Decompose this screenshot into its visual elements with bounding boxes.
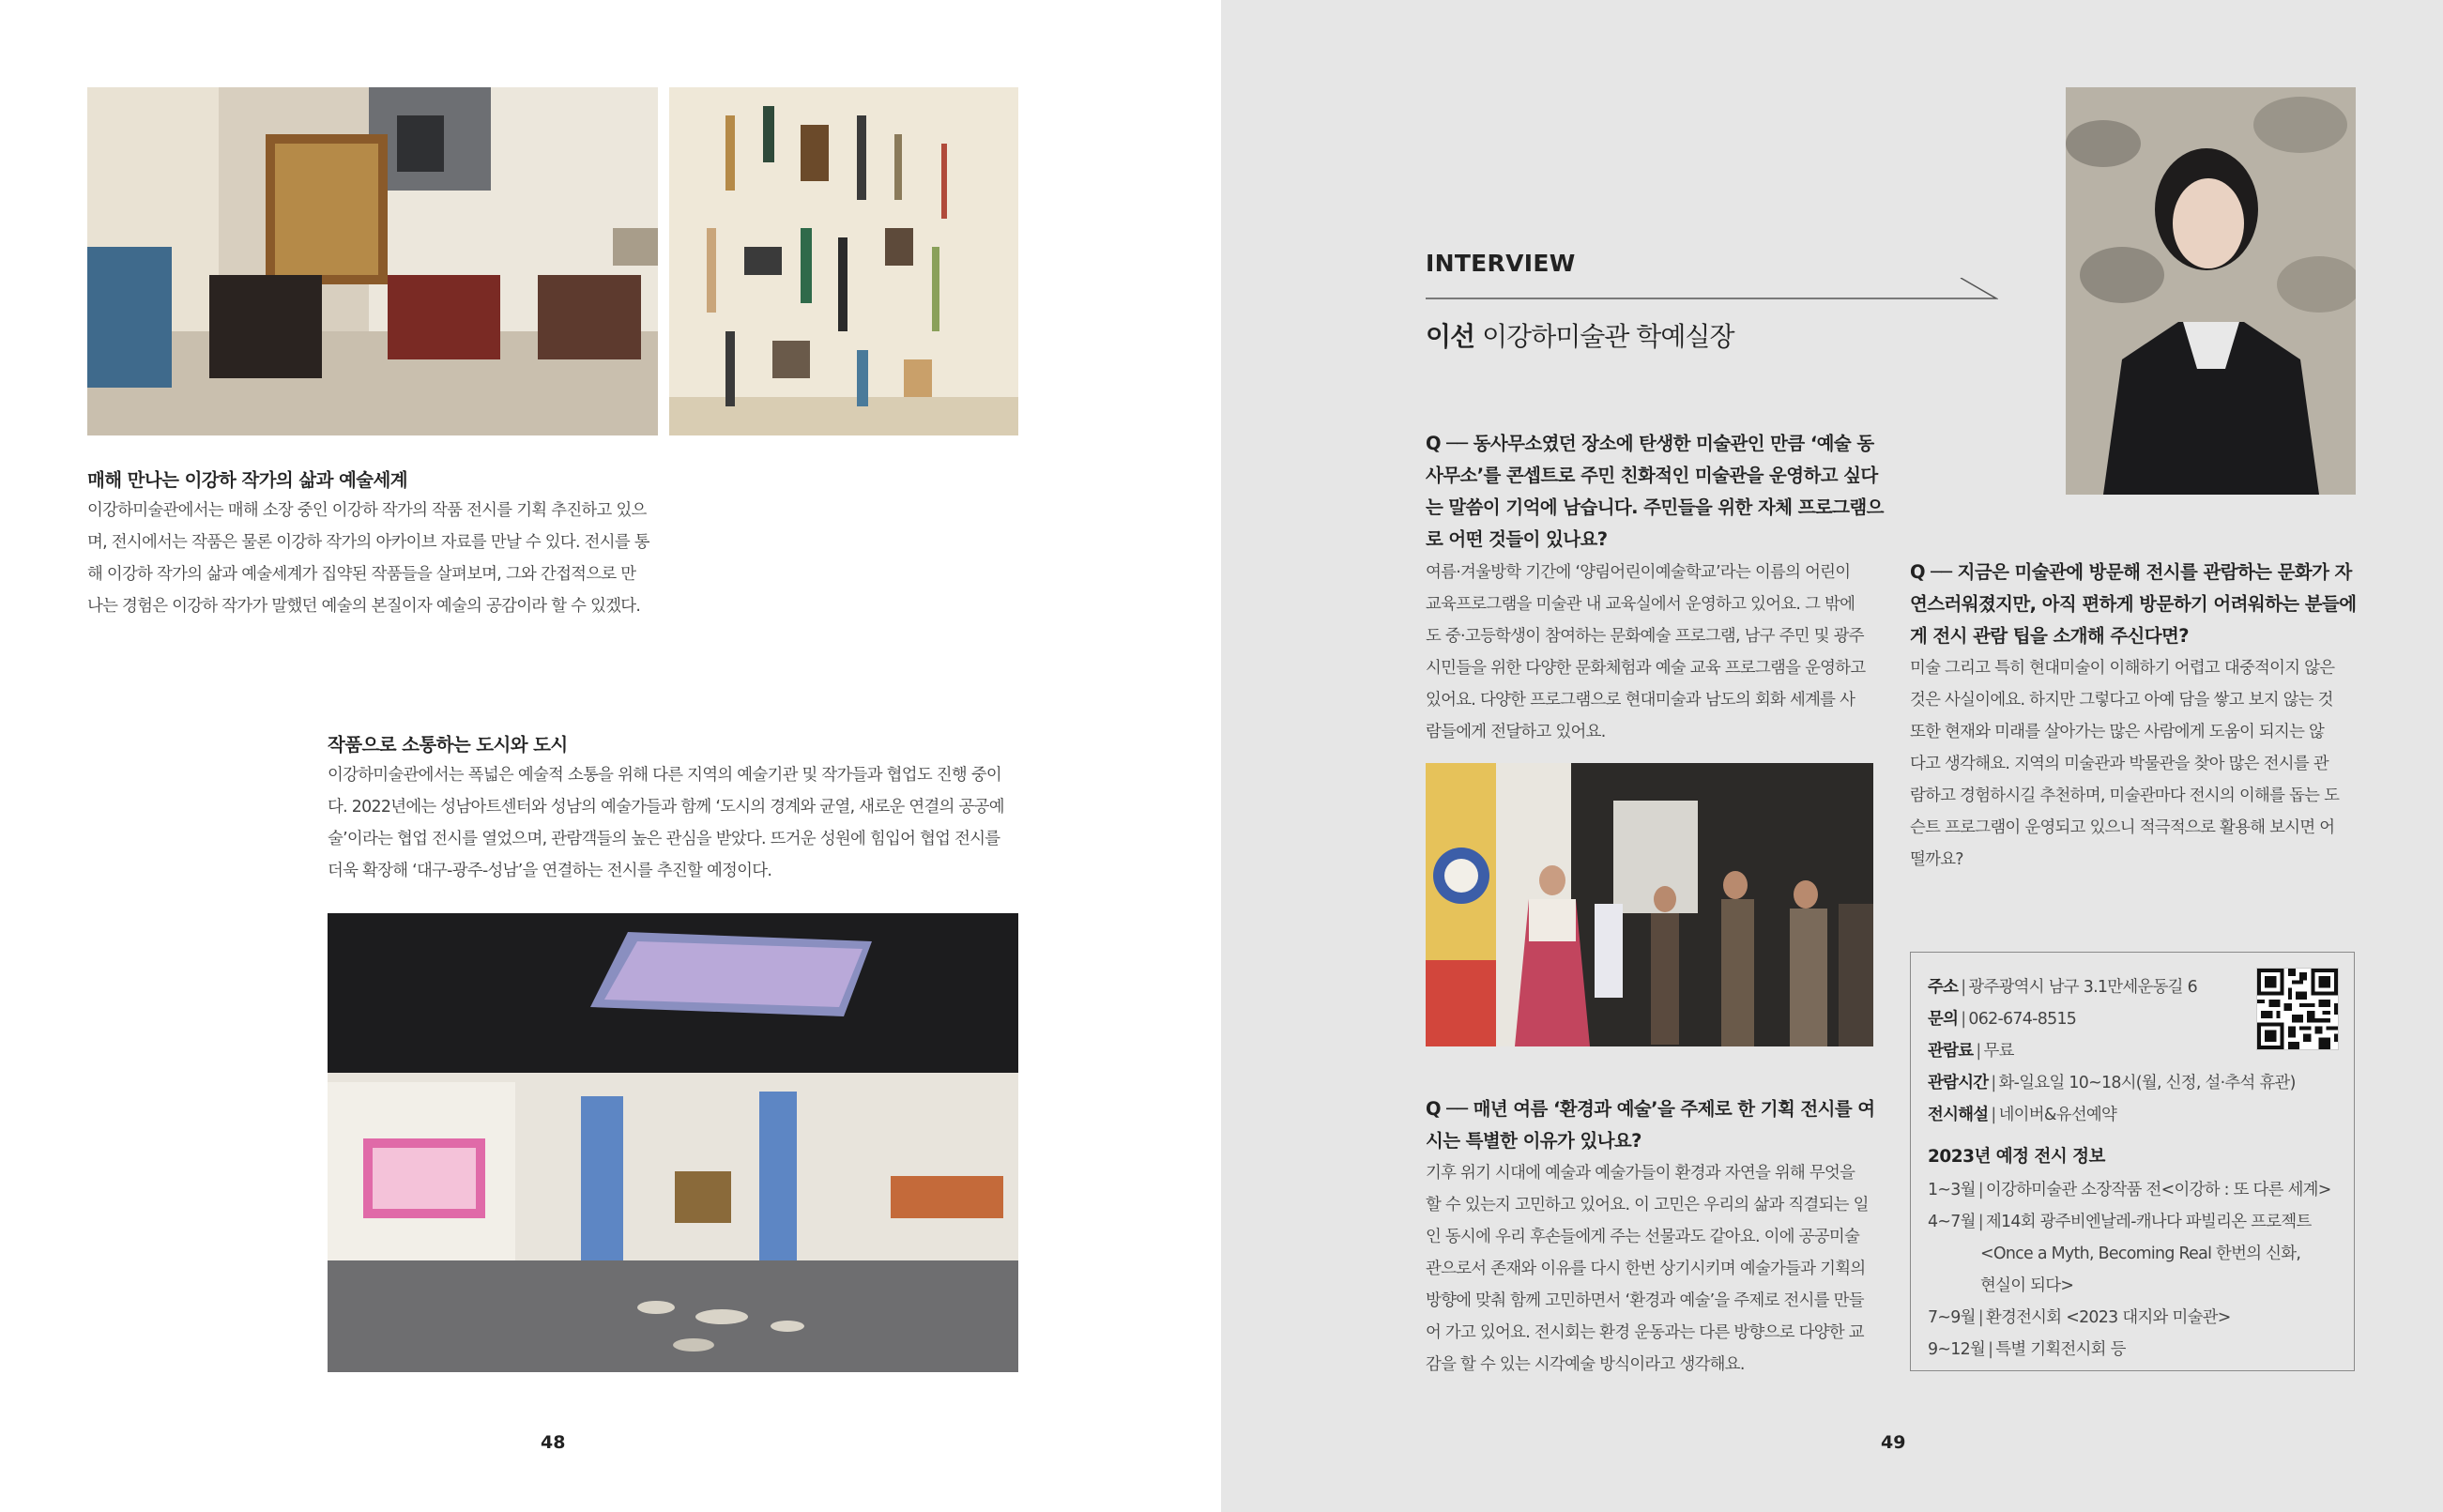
q3-question-line: 게 전시 관람 팁을 소개해 주신다면? — [1910, 625, 2189, 647]
schedule-period: 4~7월 — [1928, 1213, 1976, 1231]
brushes-wall-photo — [669, 87, 1018, 435]
q3-answer-line: 또한 현재와 미래를 살아가는 많은 사람에게 도움이 되지는 않 — [1910, 723, 2325, 741]
q3-answer-line: 미술 그리고 특히 현대미술이 이해하기 어렵고 대중적이지 않은 — [1910, 659, 2335, 678]
q1-answer-line: 여름·겨울방학 기간에 ‘양림어린이예술학교’라는 이름의 어린이 — [1426, 563, 1851, 582]
studio-archive-photo — [87, 87, 658, 435]
schedule-desc: 제14회 광주비엔날레-캐나다 파빌리온 프로젝트 — [1985, 1213, 2312, 1231]
info-hours: 관람시간 | 화-일요일 10~18시(월, 신정, 설·추석 휴관) — [1928, 1074, 2296, 1092]
section2-line: 술’이라는 협업 전시를 열었으며, 관람객들의 높은 관심을 받았다. 뜨거운 성원에 힘입어 협업 전시를 — [328, 830, 1000, 848]
interview-label: INTERVIEW — [1426, 250, 1576, 277]
info-address: 주소 | 광주광역시 남구 3.1만세운동길 6 — [1928, 978, 2197, 997]
schedule-item: 9~12월 | 특별 기획전시회 등 — [1928, 1340, 2126, 1359]
qr-code-icon[interactable] — [2256, 968, 2339, 1050]
q3-question-line: Q ── 지금은 미술관에 방문해 전시를 관람하는 문화가 자 — [1910, 561, 2352, 583]
gallery-hall-photo — [328, 913, 1018, 1372]
schedule-item: 7~9월 | 환경전시회 <2023 대지와 미술관> — [1928, 1308, 2231, 1327]
left-page — [0, 0, 1221, 1512]
schedule-desc: <Once a Myth, Becoming Real 한번의 신화, — [1980, 1245, 2301, 1263]
page-number-right: 49 — [1881, 1432, 1906, 1453]
q3-answer — [1910, 652, 2339, 876]
info-docent: 전시해설 | 네이버&유선예약 — [1928, 1106, 2117, 1124]
q2-answer-line: 관으로서 존재와 이유를 다시 한번 상기시키며 예술가들과 기획의 — [1426, 1260, 1866, 1278]
q2-question-line: 시는 특별한 이유가 있나요? — [1426, 1130, 1641, 1152]
q2-question-line: Q ── 매년 여름 ‘환경과 예술’을 주제로 한 기획 전시를 여 — [1426, 1098, 1875, 1120]
interviewee — [1426, 316, 1734, 354]
q3-question — [1910, 557, 2356, 652]
schedule-title: 2023년 예정 전시 정보 — [1928, 1147, 2105, 1167]
q1-question-line: 는 말씀이 기억에 남습니다. 주민들을 위한 자체 프로그램으 — [1426, 496, 1884, 518]
q2-question — [1426, 1093, 1875, 1157]
q1-answer-line: 있어요. 다양한 프로그램으로 현대미술과 남도의 회화 세계를 사 — [1426, 691, 1855, 710]
section1-line: 나는 경험은 이강하 작가가 말했던 예술의 본질이자 예술의 공감이라 할 수 있겠다. — [87, 597, 641, 616]
q1-answer-line: 시민들을 위한 다양한 문화체험과 예술 교육 프로그램을 운영하고 — [1426, 659, 1866, 678]
info-contact: 문의 | 062-674-8515 — [1928, 1010, 2077, 1029]
section1-body — [87, 495, 649, 622]
schedule-period: 9~12월 — [1928, 1340, 1986, 1359]
schedule-period: 1~3월 — [1928, 1181, 1976, 1199]
q2-answer-line: 할 수 있는지 고민하고 있어요. 이 고민은 우리의 삶과 직결되는 일 — [1426, 1196, 1869, 1214]
q1-question-line: Q ── 동사무소였던 장소에 탄생한 미술관인 만큼 ‘예술 동 — [1426, 433, 1874, 454]
museum-info-box — [1910, 952, 2355, 1371]
info-fee: 관람료 | 무료 — [1928, 1042, 2014, 1061]
interview-rule — [1426, 278, 1998, 300]
info-value: 062-674-8515 — [1968, 1010, 2077, 1029]
q3-answer-line: 람하고 경험하시길 추천하며, 미술관마다 전시의 이해를 돕는 도 — [1910, 787, 2340, 805]
q2-answer-line: 감을 할 수 있는 시각예술 방식이라고 생각해요. — [1426, 1355, 1745, 1374]
section1-line: 며, 전시에서는 작품은 물론 이강하 작가의 아카이브 자료를 만날 수 있다. 전시를 통 — [87, 533, 649, 552]
section2-body — [328, 759, 1004, 887]
q2-answer-line: 인 동시에 우리 후손들에게 주는 선물과도 같아요. 이에 공공미술 — [1426, 1228, 1860, 1246]
schedule-desc: 환경전시회 <2023 대지와 미술관> — [1985, 1308, 2231, 1327]
q1-answer-line: 람들에게 전달하고 있어요. — [1426, 723, 1606, 741]
q2-answer-line: 어 가고 있어요. 전시회는 환경 운동과는 다른 방향으로 다양한 교 — [1426, 1323, 1864, 1342]
q3-answer-line: 다고 생각해요. 지역의 미술관과 박물관을 찾아 많은 전시를 관 — [1910, 755, 2328, 773]
q1-question — [1426, 428, 1884, 556]
q2-answer — [1426, 1157, 1869, 1381]
schedule-desc: 현실이 되다> — [1980, 1276, 2074, 1295]
q1-answer-line: 도 중·고등학생이 참여하는 문화예술 프로그램, 남구 주민 및 광주 — [1426, 627, 1864, 646]
schedule-desc: 이강하미술관 소장작품 전<이강하 : 또 다른 세계> — [1985, 1181, 2331, 1199]
schedule-desc: 특별 기획전시회 등 — [1995, 1340, 2126, 1359]
info-label: 관람료 — [1928, 1042, 1974, 1061]
info-value: 무료 — [1983, 1042, 2014, 1061]
schedule-period: 7~9월 — [1928, 1308, 1976, 1327]
section1-line: 해 이강하 작가의 삶과 예술세계가 집약된 작품들을 살펴보며, 그와 간접적으로 만 — [87, 565, 636, 584]
schedule-item-cont — [1980, 1272, 2073, 1295]
q1-question-line: 사무소’를 콘셉트로 주민 친화적인 미술관을 운영하고 싶다 — [1426, 465, 1878, 486]
docent-tour-photo — [1426, 763, 1873, 1046]
q1-answer-line: 교육프로그램을 미술관 내 교육실에서 운영하고 있어요. 그 밖에 — [1426, 595, 1855, 614]
section2-line: 더욱 확장해 ‘대구-광주-성남’을 연결하는 전시를 추진할 예정이다. — [328, 862, 772, 880]
info-value: 광주광역시 남구 3.1만세운동길 6 — [1968, 978, 2197, 997]
q1-answer — [1426, 557, 1865, 748]
info-label: 문의 — [1928, 1010, 1959, 1029]
interviewee-portrait-photo — [2066, 87, 2356, 495]
info-label: 전시해설 — [1928, 1106, 1989, 1124]
info-value: 네이버&유선예약 — [1998, 1106, 2117, 1124]
info-label: 주소 — [1928, 978, 1959, 997]
schedule-item-cont — [1980, 1240, 2300, 1263]
section2-line: 이강하미술관에서는 폭넓은 예술적 소통을 위해 다른 지역의 예술기관 및 작가들과 협업도 진행 중이 — [328, 766, 1002, 785]
q3-answer-line: 것은 사실이에요. 하지만 그렇다고 아예 담을 쌓고 보지 않는 것 — [1910, 691, 2333, 710]
section2-title: 작품으로 소통하는 도시와 도시 — [328, 734, 568, 756]
q3-answer-line: 떨까요? — [1910, 850, 1963, 869]
right-page — [1221, 0, 2443, 1512]
section1-line: 이강하미술관에서는 매해 소장 중인 이강하 작가의 작품 전시를 기획 추진하고 있으 — [87, 501, 647, 520]
q2-answer-line: 방향에 맞춰 함께 고민하면서 ‘환경과 예술’을 주제로 전시를 만들 — [1426, 1291, 1864, 1310]
q3-question-line: 연스러워졌지만, 아직 편하게 방문하기 어려워하는 분들에 — [1910, 593, 2357, 615]
interviewee-name: 이선 — [1426, 321, 1475, 352]
q1-question-line: 로 어떤 것들이 있나요? — [1426, 528, 1608, 550]
q3-answer-line: 슨트 프로그램이 운영되고 있으니 적극적으로 활용해 보시면 어 — [1910, 818, 2335, 837]
interviewee-title: 이강하미술관 학예실장 — [1482, 321, 1734, 352]
schedule-item: 1~3월 | 이강하미술관 소장작품 전<이강하 : 또 다른 세계> — [1928, 1181, 2331, 1199]
page-number-left: 48 — [541, 1432, 566, 1453]
schedule-item: 4~7월 | 제14회 광주비엔날레-캐나다 파빌리온 프로젝트 — [1928, 1213, 2312, 1231]
q2-answer-line: 기후 위기 시대에 예술과 예술가들이 환경과 자연을 위해 무엇을 — [1426, 1164, 1855, 1183]
info-label: 관람시간 — [1928, 1074, 1989, 1092]
info-value: 화-일요일 10~18시(월, 신정, 설·추석 휴관) — [1998, 1074, 2296, 1092]
section2-line: 다. 2022년에는 성남아트센터와 성남의 예술가들과 함께 ‘도시의 경계와 균열, 새로운 연결의 공공예 — [328, 798, 1004, 817]
section1-title: 매해 만나는 이강하 작가의 삶과 예술세계 — [87, 469, 407, 491]
